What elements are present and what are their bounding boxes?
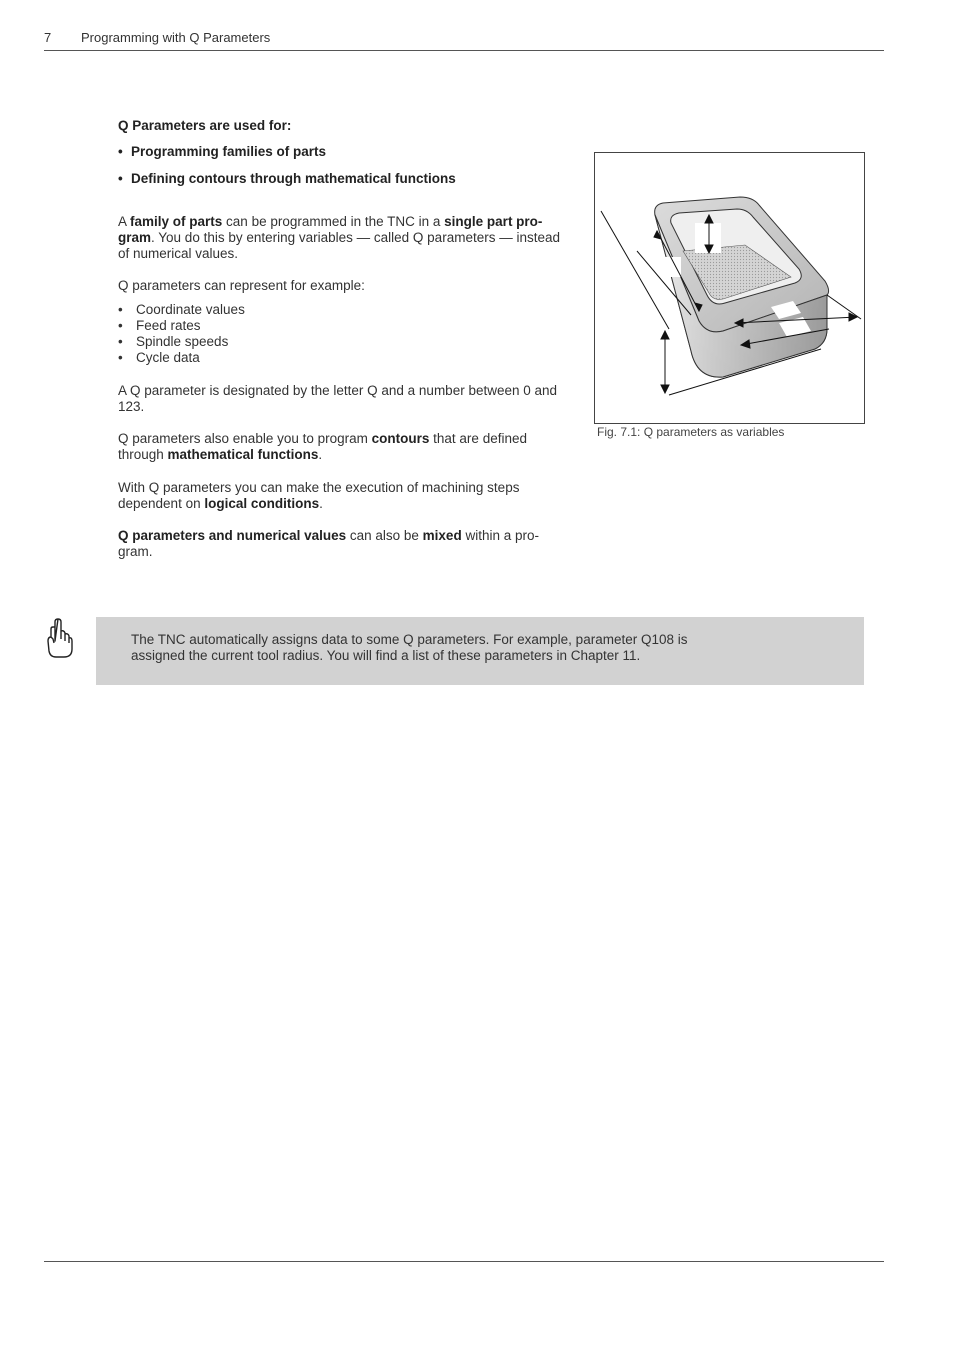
paragraph-logical-conditions: With Q parameters you can make the execution of machining steps dependent on logical conditions.: [118, 480, 520, 511]
list-item: • Feed rates: [118, 318, 245, 334]
intro-item: • Defining contours through mathematical functions: [118, 171, 578, 187]
list-item: • Cycle data: [118, 350, 245, 366]
intro-list: [118, 144, 578, 187]
represent-list: [118, 302, 245, 366]
list-item: • Coordinate values: [118, 302, 245, 318]
figure-frame: [594, 152, 865, 424]
paragraph-contours: Q parameters also enable you to program contours that are defined through mathematical functions.: [118, 431, 527, 462]
represent-lead: Q parameters can represent for example:: [118, 278, 365, 293]
intro-heading: Q Parameters are used for:: [118, 118, 292, 133]
workpiece-pocket-illustration: [595, 153, 864, 423]
list-item: • Spindle speeds: [118, 334, 245, 350]
paragraph-designation: A Q parameter is designated by the letter Q and a number between 0 and 123.: [118, 383, 558, 414]
intro-item: • Programming families of parts: [118, 144, 578, 160]
figure-caption: Fig. 7.1: Q parameters as variables: [597, 425, 785, 439]
running-header-title: Programming with Q Parameters: [81, 30, 271, 45]
chapter-number: 7: [44, 30, 52, 45]
header-rule: [44, 50, 884, 51]
paragraph-family-of-parts: A family of parts can be programmed in the TNC in a single part pro- gram. You do this by entering variables — called Q parameters — instead of numerical values.: [118, 214, 560, 261]
pointing-hand-icon: [44, 617, 74, 659]
footer-rule: [44, 1261, 884, 1262]
note-text: The TNC automatically assigns data to some Q parameters. For example, parameter Q108 is assigned the current tool radius. You will find a list of these parameters in Chapter 11.: [131, 632, 688, 663]
paragraph-mixed: Q parameters and numerical values can also be mixed within a pro- gram.: [118, 528, 539, 559]
